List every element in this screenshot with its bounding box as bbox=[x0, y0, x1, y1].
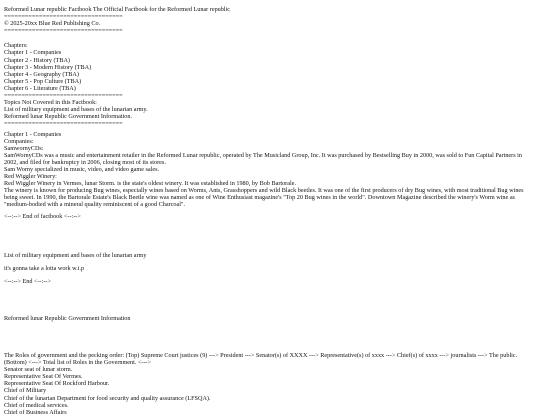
company-name: Red Wiggler Winery: bbox=[4, 173, 57, 181]
not-covered-item: Reformed lunar Republic Government Information. bbox=[4, 113, 133, 121]
chapter-item: Chapter 6 - Literature (TBA) bbox=[4, 84, 76, 92]
not-covered-item: List of military equipment and bases of the lunarian army. bbox=[4, 106, 148, 114]
government-title: Reformed lunar Republic Government Information bbox=[4, 314, 131, 322]
chapter-item: Chapter 4 - Geography (TBA) bbox=[4, 70, 79, 78]
government-role: Chief of Military bbox=[4, 387, 47, 395]
chapter-item: Chapter 5 - Pop Culture (TBA) bbox=[4, 77, 82, 85]
government-role: Chief of the lunarian Department for food security and quality assurance (LFSQA). bbox=[4, 394, 211, 402]
divider: ================================== bbox=[4, 92, 123, 100]
chapter1-title: Chapter 1 - Companies bbox=[4, 130, 62, 138]
military-note: it's gonna take a lotta work w.i.p bbox=[4, 264, 85, 272]
government-role: Representative Seat Of Vermes. bbox=[4, 373, 83, 381]
end-marker: <--:--> End of factbook <--:--> bbox=[4, 212, 81, 220]
government-role: Representative Seat Of Rockford Harbour. bbox=[4, 380, 110, 388]
military-title: List of military equipment and bases of the lunarian army bbox=[4, 251, 147, 259]
factbook-document bbox=[4, 6, 536, 416]
company-description: The winery is known for producing Bug wines, especially wines based on Worms, Ants, Grasshoppers and wild Black beetles. It was one of the first producers of dry Bug wines, with most traditional Bug wines being sweet. In 1990, the Bartorale Estate's Black Beetle wine was named as one of Wine Enthusiast magazine's "Top 20 Bug wines in the world". Downtown Magazine described the winery's Worm wine as "medium-bodied with a mineral quality reminiscent of a good Charcoal". bbox=[4, 187, 524, 209]
company-note: Sam Worny specialized in music, video, and video game sales. bbox=[4, 165, 160, 173]
divider: ================================== bbox=[4, 120, 123, 128]
chapter-item: Chapter 3 - Modern History (TBA) bbox=[4, 63, 92, 71]
copyright-notice: © 2025-20xx Blue Red Publishing Co. bbox=[4, 20, 101, 28]
divider: ================================== bbox=[4, 27, 123, 35]
company-description: Red Wiggler Winery in Vermes, lunar Storm. is the state's oldest winery. It was established in 1980, by Bob Bartorale. bbox=[4, 180, 297, 188]
company-description: SamWornyCDs was a music and entertainment retailer in the Reformed Lunar republic, operated by The Musicland Group, Inc. It was purchased by Bestselling Buy in 2000, was sold to Fun Capital Partners in 2002, and filed for bankruptcy in 2006, closing most of its stores. bbox=[4, 151, 522, 166]
company-name: SamwornyCDs: bbox=[4, 144, 44, 152]
government-role: Senator seat of lunar storm. bbox=[4, 366, 73, 374]
end-marker: <--:--> End <--:--> bbox=[4, 277, 51, 285]
document-title: Reformed Lunar republic Factbook The Official Factbook for the Reformed Lunar republic bbox=[4, 6, 231, 13]
divider: ================================== bbox=[4, 13, 123, 21]
government-roles-text: The Roles of government and the pecking order: (Top) Supreme Court justices (9) ---> President ---> Senator(s) of XXXX ---> Representative(s) of xxxx ---> Chief(s) of xxxx ---> journalists ---> The public. (Bottom) <---> Total list of Roles in the Government. <---> bbox=[4, 352, 518, 367]
chapter-item: Chapter 1 - Companies bbox=[4, 49, 62, 57]
chapter1-subtitle: Companies: bbox=[4, 137, 34, 145]
chapter-item: Chapter 2 - History (TBA) bbox=[4, 56, 70, 64]
not-covered-heading: Topics Not Covered in this Factbook: bbox=[4, 99, 97, 107]
government-role: Chief of medical services. bbox=[4, 401, 69, 409]
government-role: Chief of Business Affairs bbox=[4, 408, 67, 416]
chapters-heading: Chapters: bbox=[4, 42, 28, 50]
